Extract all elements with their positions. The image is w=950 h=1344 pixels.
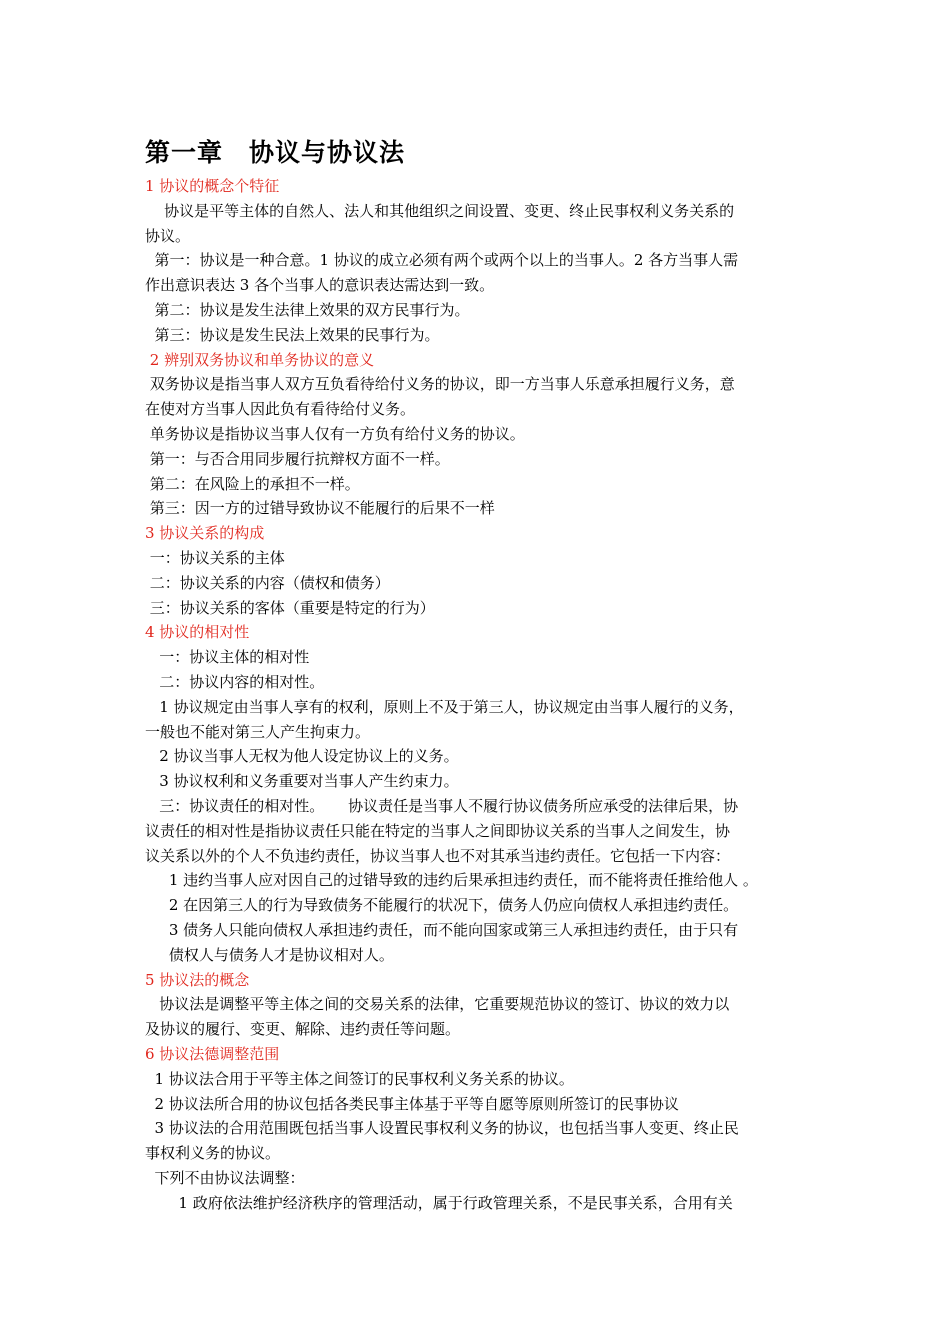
section-heading: 1 协议的概念个特征: [145, 177, 280, 195]
paragraph-line: 1 违约当事人应对因自己的过错导致的违约后果承担违约责任，而不能将责任推给他人 。: [145, 871, 758, 890]
section-heading: 6 协议法德调整范围: [145, 1045, 280, 1063]
paragraph-line: 及协议的履行、变更、解除、违约责任等问题。: [145, 1020, 461, 1039]
paragraph-line: 二：协议关系的内容（债权和债务）: [145, 573, 390, 592]
paragraph-line: 下列不由协议法调整：: [145, 1169, 305, 1187]
paragraph-line: 一：协议关系的主体: [145, 549, 285, 567]
paragraph-line: 第一：协议是一种合意。1 协议的成立必须有两个或两个以上的当事人。2 各方当事人需: [145, 251, 739, 270]
section-heading: 2 辨别双务协议和单务协议的意义: [145, 350, 375, 369]
paragraph-line: 议关系以外的个人不负违约责任，协议当事人也不对其承当违约责任。它包括一下内容：: [145, 846, 731, 865]
paragraph-line: 债权人与债务人才是协议相对人。: [145, 945, 394, 964]
paragraph-line: 2 协议法所合用的协议包括各类民事主体基于平等自愿等原则所签订的民事协议: [145, 1094, 679, 1113]
paragraph-line: 第二：在风险上的承担不一样。: [145, 474, 360, 493]
paragraph-line: 2 在因第三人的行为导致债务不能履行的状况下，债务人仍应向债权人承担违约责任。: [145, 896, 739, 915]
section-heading: 5 协议法的概念: [145, 970, 250, 989]
paragraph-line: 第一：与否合用同步履行抗辩权方面不一样。: [145, 449, 450, 468]
paragraph-line: 三：协议责任的相对性。 协议责任是当事人不履行协议债务所应承受的法律后果，协: [145, 797, 739, 815]
paragraph-line: 3 债务人只能向债权人承担违约责任，而不能向国家或第三人承担违约责任，由于只有: [145, 921, 739, 939]
chapter-title: 第一章 协议与协议法: [145, 138, 406, 167]
paragraph-line: 第三：因一方的过错导致协议不能履行的后果不一样: [145, 499, 495, 518]
section-heading: 3 协议关系的构成: [145, 524, 265, 543]
paragraph-line: 第二：协议是发生法律上效果的双方民事行为。: [145, 301, 470, 319]
paragraph-line: 议责任的相对性是指协议责任只能在特定的当事人之间即协议关系的当事人之间发生，协: [145, 821, 731, 840]
paragraph-line: 双务协议是指当事人双方互负看待给付义务的协议，即一方当事人乐意承担履行义务，意: [145, 375, 735, 394]
paragraph-line: 2 协议当事人无权为他人设定协议上的义务。: [145, 747, 459, 766]
paragraph-line: 单务协议是指协议当事人仅有一方负有给付义务的协议。: [145, 425, 525, 443]
paragraph-line: 1 政府依法维护经济秩序的管理活动，属于行政管理关系，不是民事关系，合用有关: [145, 1193, 733, 1212]
paragraph-line: 第三：协议是发生民法上效果的民事行为。: [145, 325, 440, 344]
paragraph-line: 作出意识表达 3 各个当事人的意识表达需达到一致。: [145, 276, 495, 295]
paragraph-line: 1 协议法合用于平等主体之间签订的民事权利义务关系的协议。: [145, 1069, 574, 1088]
paragraph-line: 协议法是调整平等主体之间的交易关系的法律，它重要规范协议的签订、协议的效力以: [145, 995, 730, 1014]
paragraph-line: 协议是平等主体的自然人、法人和其他组织之间设置、变更、终止民事权利义务关系的: [145, 201, 735, 220]
paragraph-line: 一：协议主体的相对性: [145, 648, 310, 667]
paragraph-line: 三：协议关系的客体（重要是特定的行为）: [145, 598, 435, 617]
paragraph-line: 事权利义务的协议。: [145, 1144, 281, 1163]
paragraph-line: 协议。: [145, 226, 191, 245]
paragraph-line: 一般也不能对第三人产生拘束力。: [145, 722, 371, 741]
paragraph-line: 3 协议权利和义务重要对当事人产生约束力。: [145, 772, 459, 791]
paragraph-line: 3 协议法的合用范围既包括当事人设置民事权利义务的协议，也包括当事人变更、终止民: [145, 1119, 739, 1138]
paragraph-line: 在使对方当事人因此负有看待给付义务。: [145, 400, 416, 419]
section-heading: 4 协议的相对性: [145, 623, 250, 642]
paragraph-line: 1 协议规定由当事人享有的权利，原则上不及于第三人，协议规定由当事人履行的义务，: [145, 697, 744, 716]
paragraph-line: 二：协议内容的相对性。: [145, 673, 325, 691]
